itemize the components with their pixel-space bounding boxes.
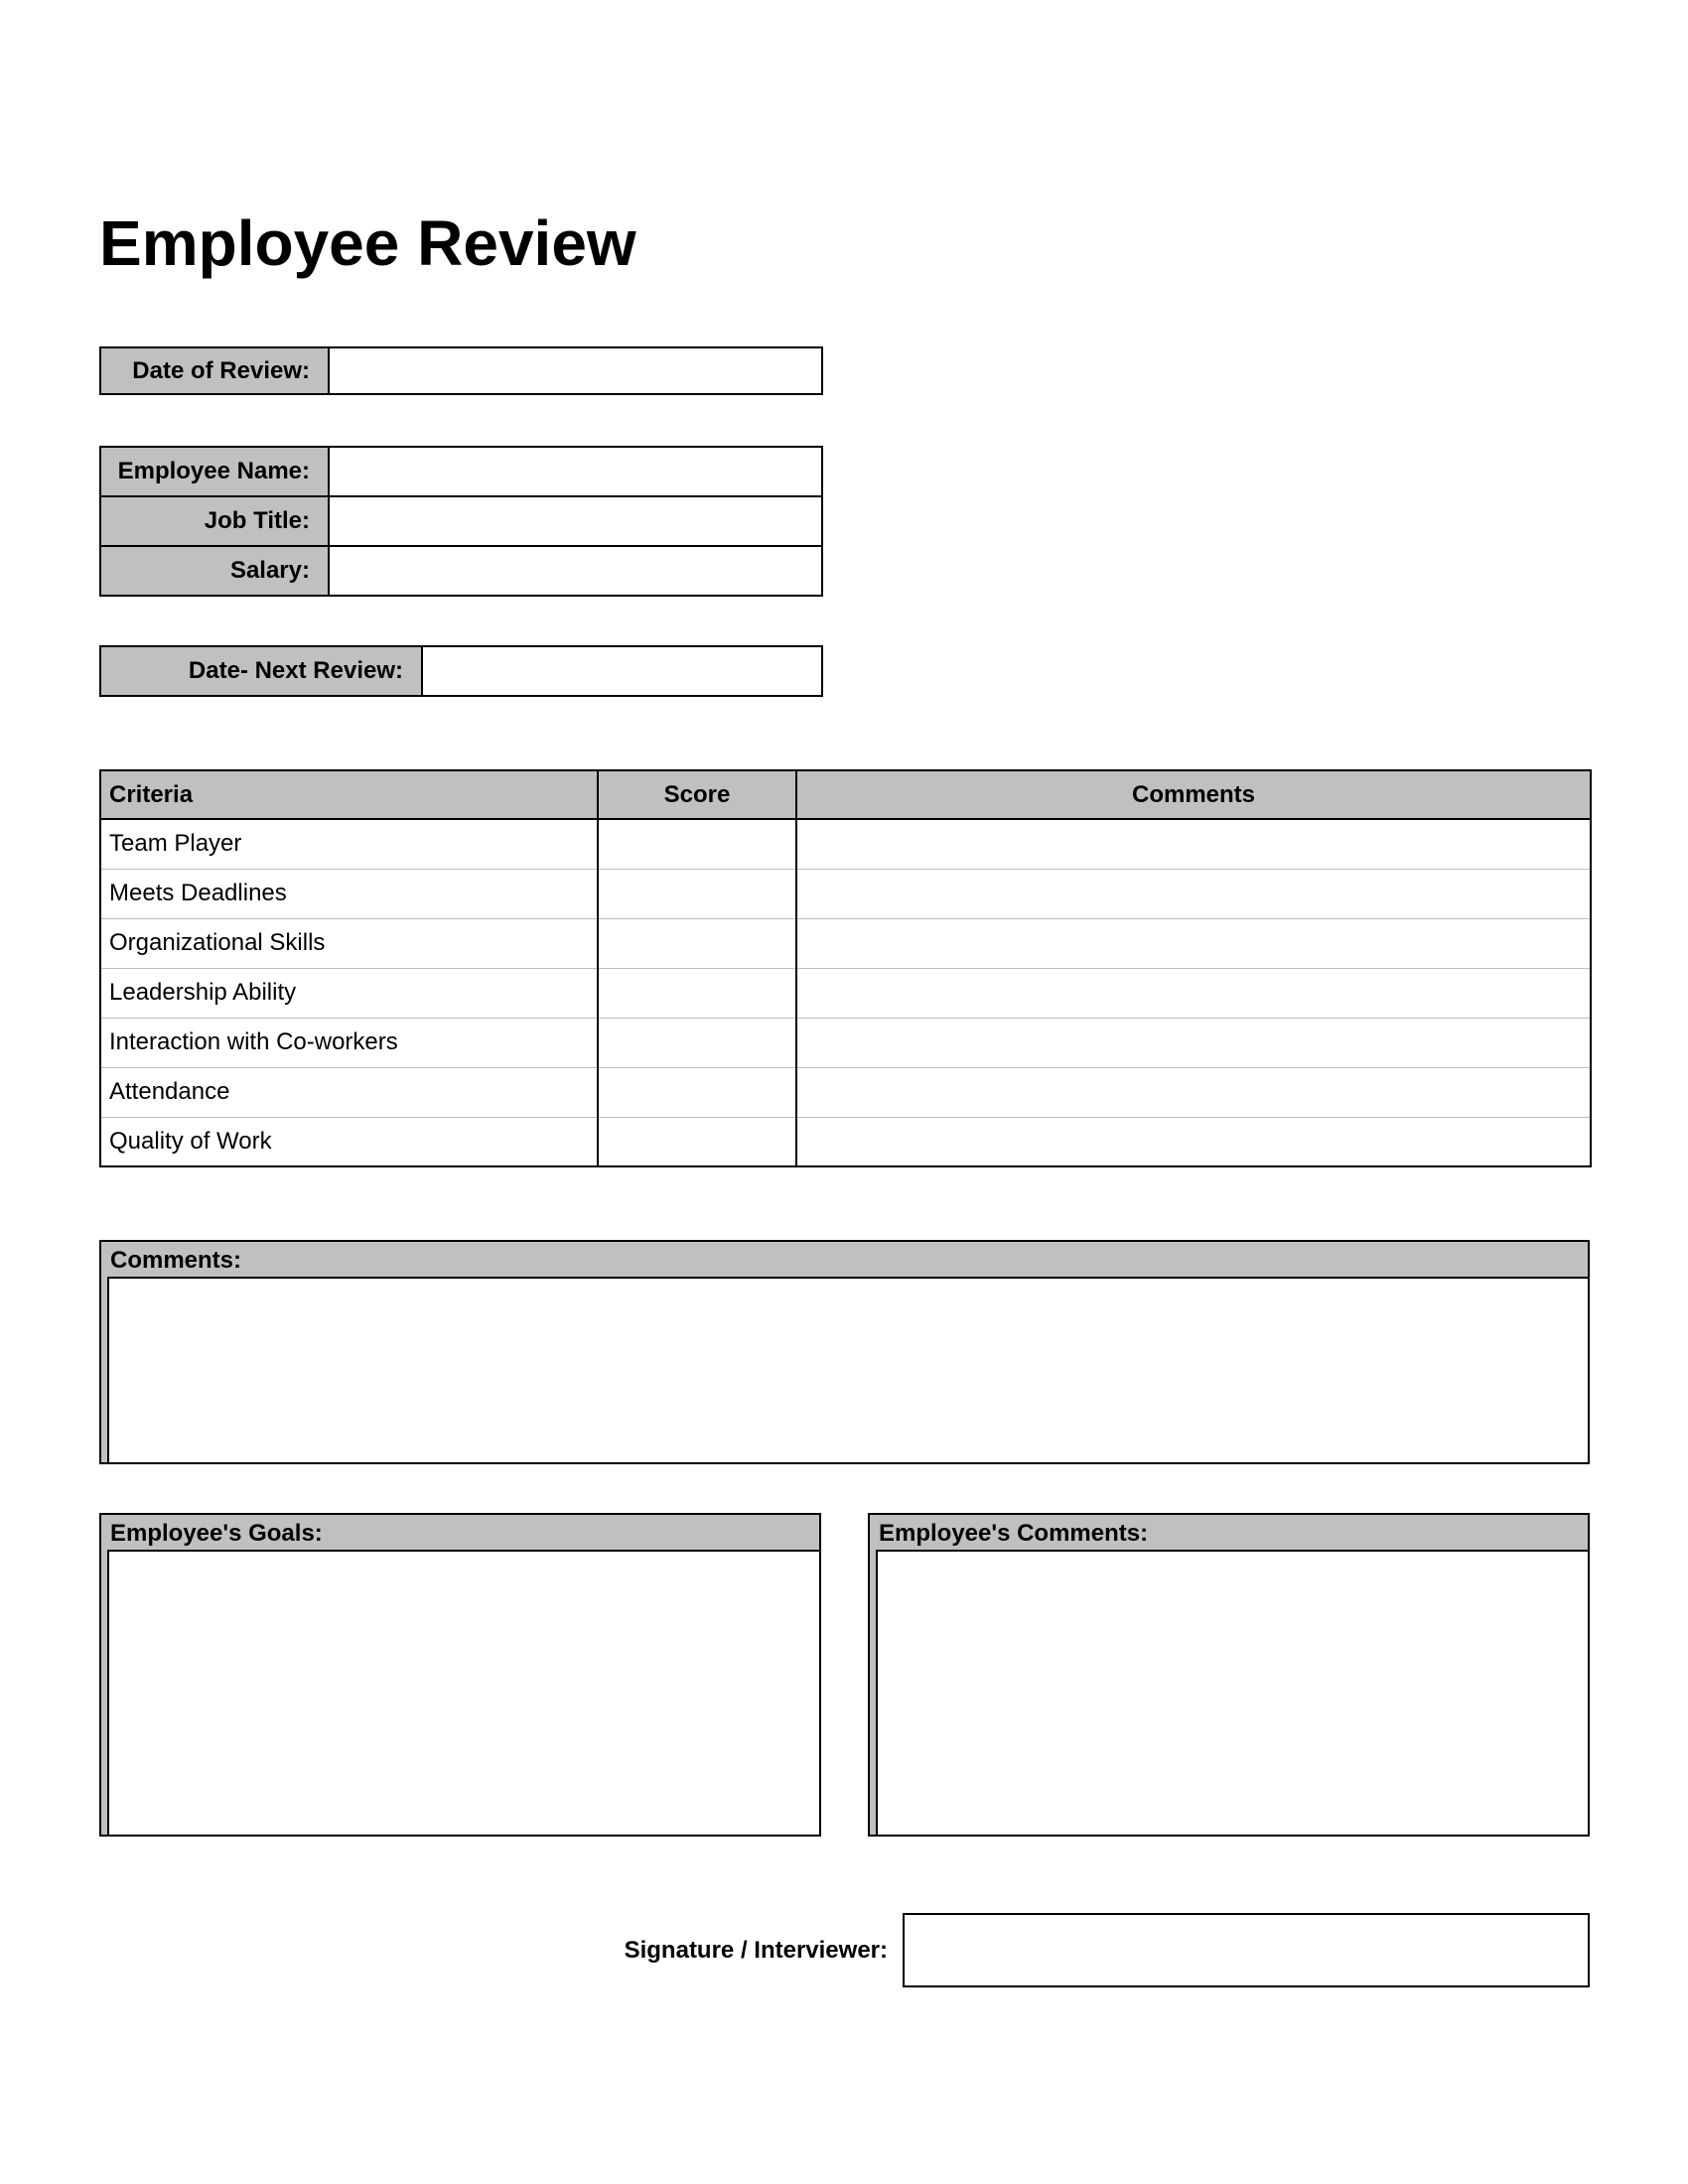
table-row xyxy=(100,968,1591,1018)
criteria-cell: Attendance xyxy=(100,1067,598,1117)
table-row xyxy=(100,869,1591,918)
date-next-review-label: Date- Next Review: xyxy=(100,646,422,696)
job-title-field[interactable] xyxy=(329,496,822,546)
comments-textarea[interactable] xyxy=(107,1277,1588,1462)
comment-cell[interactable] xyxy=(796,918,1591,968)
date-next-review-field[interactable] xyxy=(422,646,822,696)
table-row xyxy=(100,918,1591,968)
score-cell[interactable] xyxy=(598,819,796,869)
table-row xyxy=(100,819,1591,869)
employee-comments-box xyxy=(868,1513,1590,1837)
score-cell[interactable] xyxy=(598,918,796,968)
date-of-review-row xyxy=(99,346,823,395)
employee-goals-box xyxy=(99,1513,821,1837)
employee-goals-textarea[interactable] xyxy=(107,1550,819,1835)
comment-cell[interactable] xyxy=(796,819,1591,869)
employee-comments-textarea[interactable] xyxy=(876,1550,1588,1835)
score-cell[interactable] xyxy=(598,1117,796,1166)
criteria-cell: Leadership Ability xyxy=(100,968,598,1018)
comments-box-label: Comments: xyxy=(110,1247,242,1274)
employee-name-field[interactable] xyxy=(329,447,822,496)
criteria-cell: Quality of Work xyxy=(100,1117,598,1166)
job-title-label: Job Title: xyxy=(100,496,329,546)
employee-info-table xyxy=(99,446,823,597)
employee-goals-label: Employee's Goals: xyxy=(110,1520,323,1547)
comment-cell[interactable] xyxy=(796,869,1591,918)
comment-cell[interactable] xyxy=(796,968,1591,1018)
score-cell[interactable] xyxy=(598,968,796,1018)
criteria-cell: Meets Deadlines xyxy=(100,869,598,918)
date-of-review-field[interactable] xyxy=(329,347,822,394)
salary-label: Salary: xyxy=(100,546,329,596)
criteria-header: Criteria xyxy=(100,770,598,819)
page-title: Employee Review xyxy=(99,207,636,279)
criteria-cell: Interaction with Co-workers xyxy=(100,1018,598,1067)
criteria-header-row xyxy=(100,770,1591,819)
signature-field[interactable] xyxy=(903,1913,1590,1987)
criteria-cell: Organizational Skills xyxy=(100,918,598,968)
date-of-review-label: Date of Review: xyxy=(100,347,329,394)
score-cell[interactable] xyxy=(598,1067,796,1117)
signature-label: Signature / Interviewer: xyxy=(624,1937,888,1964)
employee-comments-label: Employee's Comments: xyxy=(879,1520,1149,1547)
criteria-cell: Team Player xyxy=(100,819,598,869)
comment-cell[interactable] xyxy=(796,1018,1591,1067)
table-row xyxy=(100,1067,1591,1117)
table-row xyxy=(100,1018,1591,1067)
table-row xyxy=(100,1117,1591,1166)
score-cell[interactable] xyxy=(598,1018,796,1067)
comments-box xyxy=(99,1240,1590,1464)
comment-cell[interactable] xyxy=(796,1067,1591,1117)
comments-header: Comments xyxy=(796,770,1591,819)
score-cell[interactable] xyxy=(598,869,796,918)
comment-cell[interactable] xyxy=(796,1117,1591,1166)
employee-name-label: Employee Name: xyxy=(100,447,329,496)
salary-field[interactable] xyxy=(329,546,822,596)
date-next-review-row xyxy=(99,645,823,697)
score-header: Score xyxy=(598,770,796,819)
criteria-table xyxy=(99,769,1592,1167)
